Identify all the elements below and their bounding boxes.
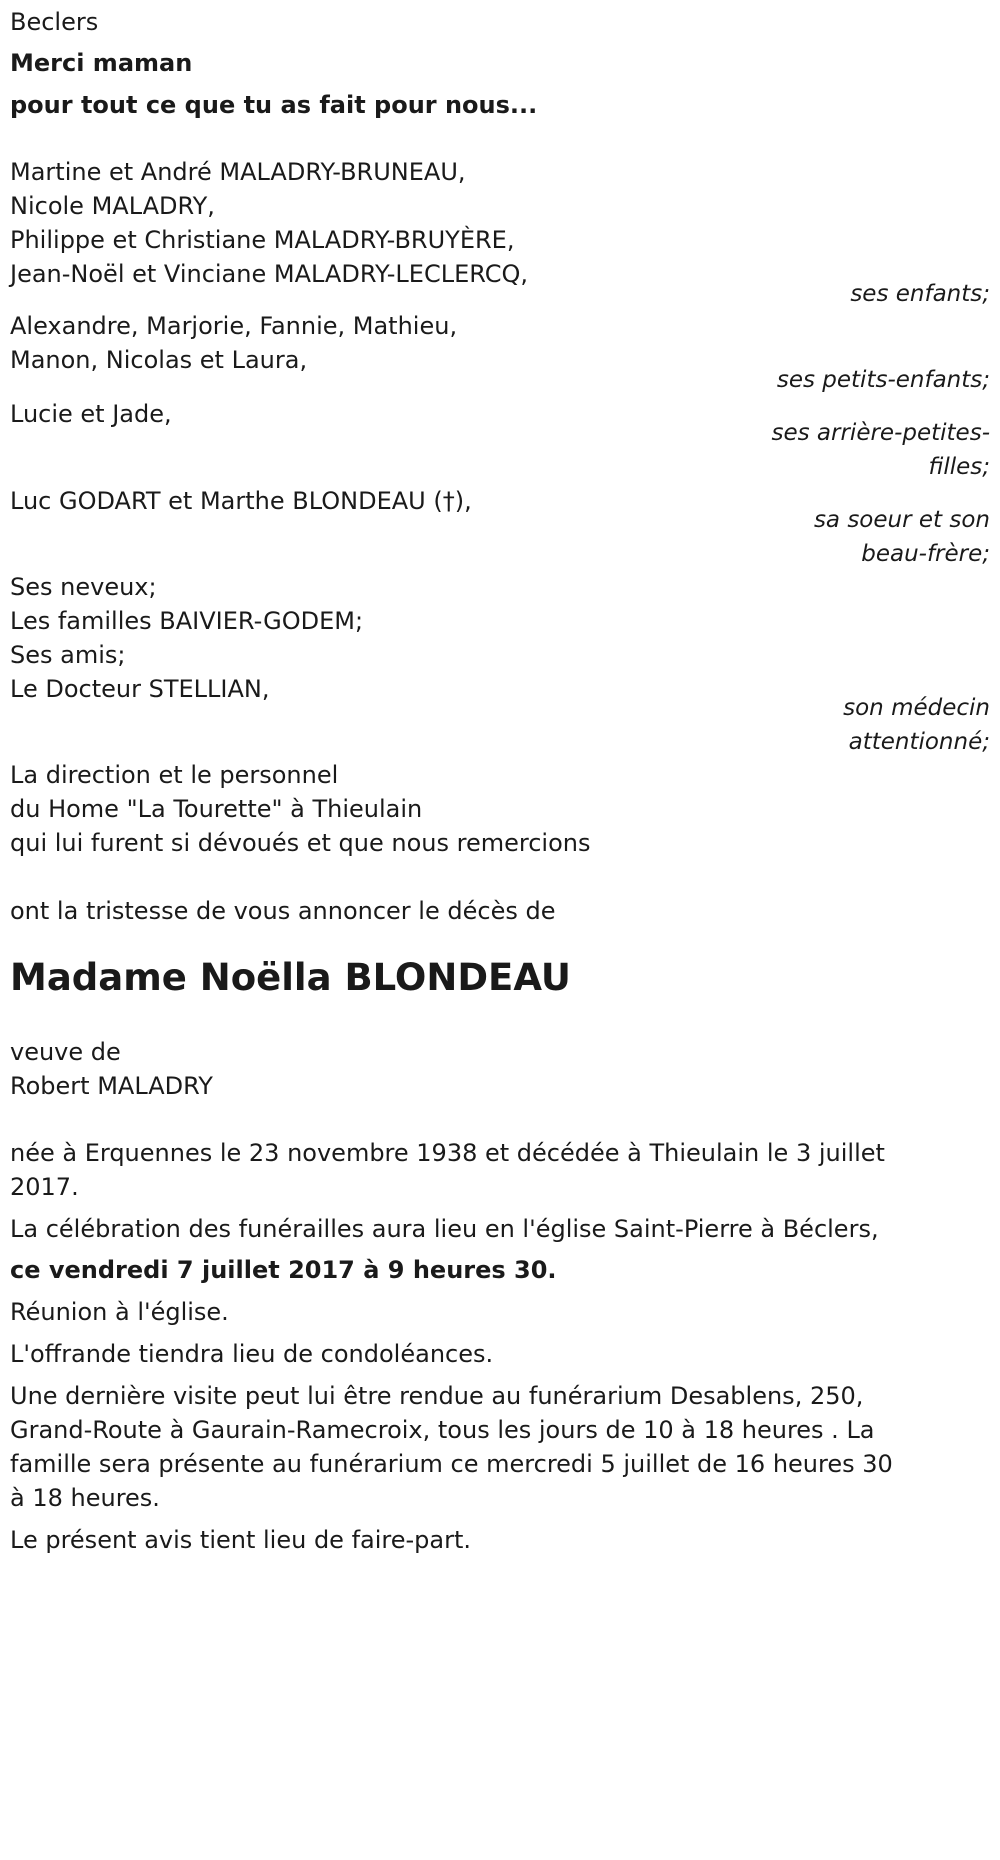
- visit-line: Grand-Route à Gaurain-Ramecroix, tous les jours de 10 à 18 heures . La: [10, 1416, 875, 1444]
- widow-line: Robert MALADRY: [10, 1072, 213, 1100]
- sister-role: sa soeur et son: [813, 507, 990, 533]
- sister-role: beau-frère;: [861, 541, 990, 567]
- offering-line: L'offrande tiendra lieu de condoléances.: [10, 1340, 494, 1368]
- announcement: ont la tristesse de vous annoncer le décès de: [10, 897, 556, 925]
- home-line: du Home "La Tourette" à Thieulain: [10, 795, 423, 823]
- doctor-role: attentionné;: [848, 729, 990, 755]
- child-line: Jean-Noël et Vinciane MALADRY-LECLERCQ,: [10, 260, 529, 288]
- child-line: Martine et André MALADRY-BRUNEAU,: [10, 158, 466, 186]
- doctor-role: son médecin: [843, 695, 990, 721]
- great-grandchildren-role: filles;: [928, 454, 990, 480]
- visit-line: à 18 heures.: [10, 1484, 160, 1512]
- grandchild-line: Alexandre, Marjorie, Fannie, Mathieu,: [10, 312, 458, 340]
- home-line: La direction et le personnel: [10, 761, 339, 789]
- great-grandchildren-line: Lucie et Jade,: [10, 400, 172, 428]
- ceremony-line: La célébration des funérailles aura lieu en l'église Saint-Pierre à Béclers,: [10, 1215, 879, 1243]
- home-line: qui lui furent si dévoués et que nous remercions: [10, 829, 591, 857]
- visit-line: famille sera présente au funérarium ce mercredi 5 juillet de 16 heures 30: [10, 1450, 893, 1478]
- children-role: ses enfants;: [850, 281, 990, 307]
- child-line: Philippe et Christiane MALADRY-BRUYÈRE,: [10, 226, 515, 254]
- grandchild-line: Manon, Nicolas et Laura,: [10, 346, 308, 374]
- other-line: Les familles BAIVIER-GODEM;: [10, 607, 364, 635]
- birth-death-line: née à Erquennes le 23 novembre 1938 et décédée à Thieulain le 3 juillet: [10, 1139, 885, 1167]
- birth-death-line: 2017.: [10, 1173, 79, 1201]
- other-line: Ses amis;: [10, 641, 126, 669]
- other-line: Ses neveux;: [10, 573, 157, 601]
- great-grandchildren-role: ses arrière-petites-: [771, 420, 990, 446]
- visit-line: Une dernière visite peut lui être rendue au funérarium Desablens, 250,: [10, 1382, 864, 1410]
- deceased-name: Madame Noëlla BLONDEAU: [10, 956, 571, 999]
- sister-line: Luc GODART et Marthe BLONDEAU (†),: [10, 487, 472, 515]
- meeting-line: Réunion à l'église.: [10, 1298, 229, 1326]
- notice-line: Le présent avis tient lieu de faire-part.: [10, 1526, 472, 1554]
- child-line: Nicole MALADRY,: [10, 192, 215, 220]
- widow-line: veuve de: [10, 1038, 121, 1066]
- grandchildren-role: ses petits-enfants;: [776, 367, 990, 393]
- header-line-1: Merci maman: [10, 49, 193, 77]
- other-line: Le Docteur STELLIAN,: [10, 675, 270, 703]
- place-name: Beclers: [10, 8, 99, 36]
- header-line-2: pour tout ce que tu as fait pour nous...: [10, 91, 538, 119]
- ceremony-date: ce vendredi 7 juillet 2017 à 9 heures 30.: [10, 1256, 557, 1284]
